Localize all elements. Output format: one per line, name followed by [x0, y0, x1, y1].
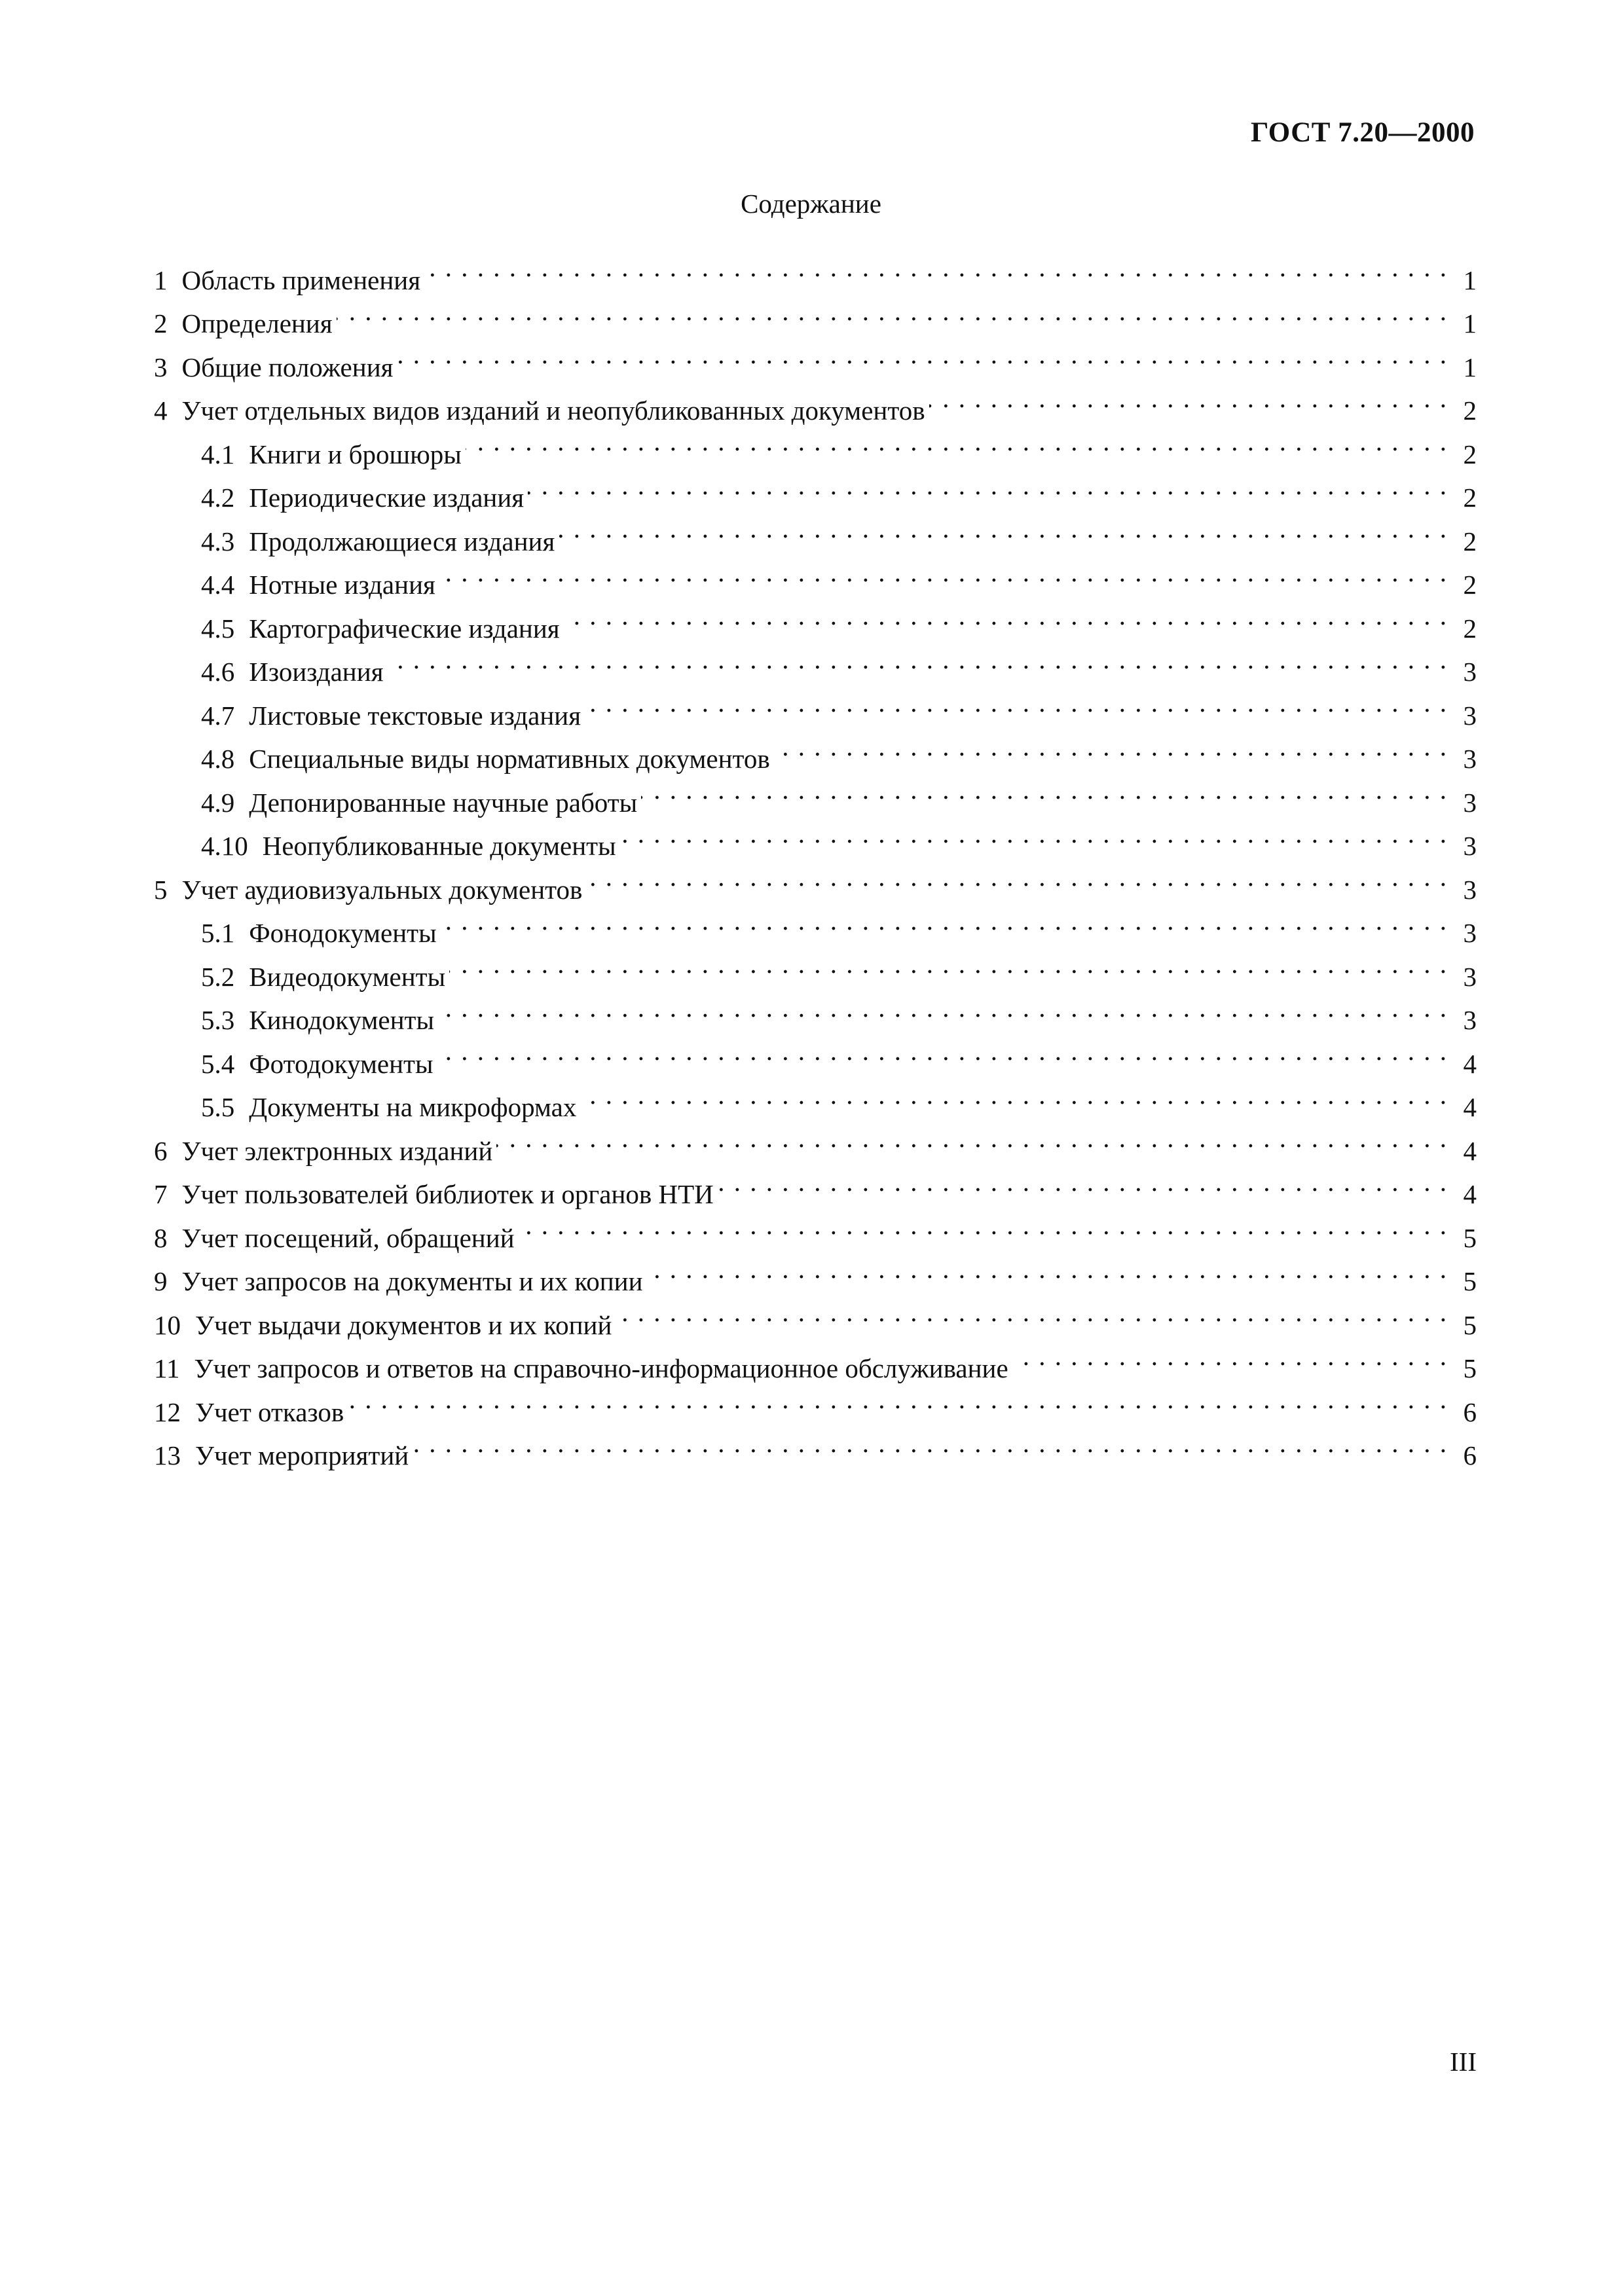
toc-dot-leader: [496, 1116, 1448, 1160]
toc-dot-leader: [929, 376, 1448, 420]
toc-dot-leader: [437, 1029, 1448, 1073]
toc-entry-page: 2: [1463, 526, 1477, 556]
toc-entry-page: 3: [1463, 831, 1477, 861]
toc-entry-title: Нотные издания: [249, 570, 435, 600]
toc-entry-title: Учет электронных изданий: [181, 1135, 493, 1166]
toc-entry-number: 4.2: [201, 483, 235, 513]
toc-entry-title: Общие положения: [181, 352, 394, 382]
toc-dot-leader: [413, 1421, 1448, 1465]
toc-entry: [154, 1377, 1477, 1427]
toc-title: Содержание: [741, 189, 881, 219]
toc-entry-title: Изоиздания: [249, 657, 384, 687]
toc-entry-number: 13: [154, 1440, 181, 1470]
toc-entry-page: 6: [1463, 1396, 1477, 1427]
toc-entry-number: 1: [154, 264, 168, 295]
toc-dot-leader: [438, 986, 1448, 1030]
toc-entry-title: Учет отдельных видов изданий и неопубликованных документов: [181, 395, 925, 426]
toc-entry-page: 3: [1463, 1005, 1477, 1035]
toc-entry-title: Неопубликованные документы: [262, 831, 616, 861]
toc-entry-title: Учет выдачи документов и их копий: [195, 1309, 612, 1340]
toc-entry-number: 4.8: [201, 744, 235, 774]
toc-entry-page: 2: [1463, 439, 1477, 469]
toc-entry-title: Продолжающиеся издания: [249, 526, 555, 556]
toc-entry-title: Фонодокументы: [249, 918, 437, 948]
table-of-contents: [154, 246, 1477, 1470]
toc-entry-page: 5: [1463, 1309, 1477, 1340]
toc-entry-title: Учет отказов: [195, 1396, 344, 1427]
toc-entry-title: Учет пользователей библиотек и органов НТИ: [181, 1179, 714, 1209]
toc-entry-page: 3: [1463, 657, 1477, 687]
toc-entry-number: 4.10: [201, 831, 248, 861]
toc-entry-number: 4.3: [201, 526, 235, 556]
toc-entry: [154, 246, 1477, 295]
toc-entry-title: Депонированные научные работы: [249, 787, 638, 818]
toc-entry-number: 6: [154, 1135, 168, 1166]
toc-entry-number: 3: [154, 352, 168, 382]
toc-entry-page: 6: [1463, 1440, 1477, 1470]
toc-entry-number: 4.7: [201, 700, 235, 731]
toc-dot-leader: [774, 725, 1448, 769]
toc-entry-number: 7: [154, 1179, 168, 1209]
toc-dot-leader: [337, 289, 1448, 333]
toc-entry-number: 2: [154, 308, 168, 338]
toc-entry-page: 3: [1463, 874, 1477, 905]
toc-entry-page: 2: [1463, 395, 1477, 426]
toc-entry-title: Учет запросов и ответов на справочно-информационное обслуживание: [194, 1353, 1008, 1383]
toc-dot-leader: [616, 1290, 1448, 1334]
toc-dot-leader: [424, 246, 1448, 289]
toc-entry-page: 2: [1463, 570, 1477, 600]
toc-dot-leader: [449, 942, 1448, 986]
toc-entry-page: 3: [1463, 700, 1477, 731]
toc-entry-number: 8: [154, 1222, 168, 1253]
toc-entry-page: 2: [1463, 483, 1477, 513]
toc-entry-title: Определения: [181, 308, 333, 338]
toc-entry-title: Картографические издания: [249, 613, 560, 644]
toc-entry-page: 5: [1463, 1222, 1477, 1253]
toc-entry-number: 5.5: [201, 1092, 235, 1122]
toc-entry-title: Область применения: [181, 264, 421, 295]
toc-dot-leader: [586, 855, 1448, 899]
toc-dot-leader: [348, 1377, 1448, 1421]
toc-entry-title: Периодические издания: [249, 483, 525, 513]
toc-entry: [154, 1421, 1477, 1470]
toc-entry-page: 4: [1463, 1135, 1477, 1166]
toc-entry-page: 4: [1463, 1092, 1477, 1122]
document-code: ГОСТ 7.20—2000: [1251, 117, 1475, 148]
toc-entry-page: 5: [1463, 1266, 1477, 1296]
toc-entry-title: Документы на микроформах: [249, 1092, 577, 1122]
toc-dot-leader: [559, 507, 1448, 551]
toc-entry-title: Кинодокументы: [249, 1005, 435, 1035]
toc-entry-page: 3: [1463, 787, 1477, 818]
toc-dot-leader: [466, 420, 1448, 464]
toc-dot-leader: [620, 812, 1448, 856]
toc-dot-leader: [1012, 1334, 1448, 1378]
toc-entry: [154, 333, 1477, 382]
toc-dot-leader: [718, 1160, 1448, 1204]
toc-entry-number: 10: [154, 1309, 181, 1340]
toc-entry-page: 2: [1463, 613, 1477, 644]
toc-entry-number: 5: [154, 874, 168, 905]
toc-entry-title: Учет аудиовизуальных документов: [181, 874, 583, 905]
toc-entry-number: 4.5: [201, 613, 235, 644]
toc-entry-page: 1: [1463, 264, 1477, 295]
page-number: III: [1450, 2047, 1477, 2077]
toc-entry-number: 4.4: [201, 570, 235, 600]
toc-entry-page: 4: [1463, 1048, 1477, 1079]
toc-entry-number: 4.1: [201, 439, 235, 469]
toc-entry-number: 4.6: [201, 657, 235, 687]
toc-entry-number: 4.9: [201, 787, 235, 818]
toc-entry-page: 3: [1463, 961, 1477, 992]
toc-entry-page: 4: [1463, 1179, 1477, 1209]
toc-entry-page: 3: [1463, 918, 1477, 948]
toc-dot-leader: [519, 1203, 1448, 1247]
toc-entry: [154, 289, 1477, 338]
toc-entry-title: Учет запросов на документы и их копии: [181, 1266, 643, 1296]
toc-dot-leader: [441, 899, 1448, 943]
toc-dot-leader: [528, 464, 1448, 507]
toc-entry-title: Учет посещений, обращений: [181, 1222, 515, 1253]
toc-dot-leader: [647, 1247, 1448, 1291]
toc-entry-number: 4: [154, 395, 168, 426]
toc-entry-number: 12: [154, 1396, 181, 1427]
toc-entry-number: 5.2: [201, 961, 235, 992]
toc-entry-title: Фотодокументы: [249, 1048, 433, 1079]
toc-entry-page: 1: [1463, 352, 1477, 382]
toc-dot-leader: [388, 638, 1448, 682]
toc-entry-number: 5.3: [201, 1005, 235, 1035]
toc-entry-title: Специальные виды нормативных документов: [249, 744, 770, 774]
toc-entry-page: 5: [1463, 1353, 1477, 1383]
toc-entry-number: 11: [154, 1353, 180, 1383]
toc-dot-leader: [580, 1073, 1448, 1117]
toc-entry-page: 3: [1463, 744, 1477, 774]
toc-dot-leader: [585, 681, 1448, 725]
toc-dot-leader: [564, 594, 1448, 638]
toc-entry-title: Книги и брошюры: [249, 439, 462, 469]
toc-entry-number: 5.1: [201, 918, 235, 948]
toc-dot-leader: [397, 333, 1448, 376]
toc-entry-number: 9: [154, 1266, 168, 1296]
toc-entry-number: 5.4: [201, 1048, 235, 1079]
toc-dot-leader: [641, 768, 1448, 812]
toc-dot-leader: [439, 551, 1448, 594]
toc-entry-title: Видеодокументы: [249, 961, 446, 992]
toc-entry-page: 1: [1463, 308, 1477, 338]
toc-entry-title: Листовые текстовые издания: [249, 700, 581, 731]
toc-entry-title: Учет мероприятий: [195, 1440, 409, 1470]
